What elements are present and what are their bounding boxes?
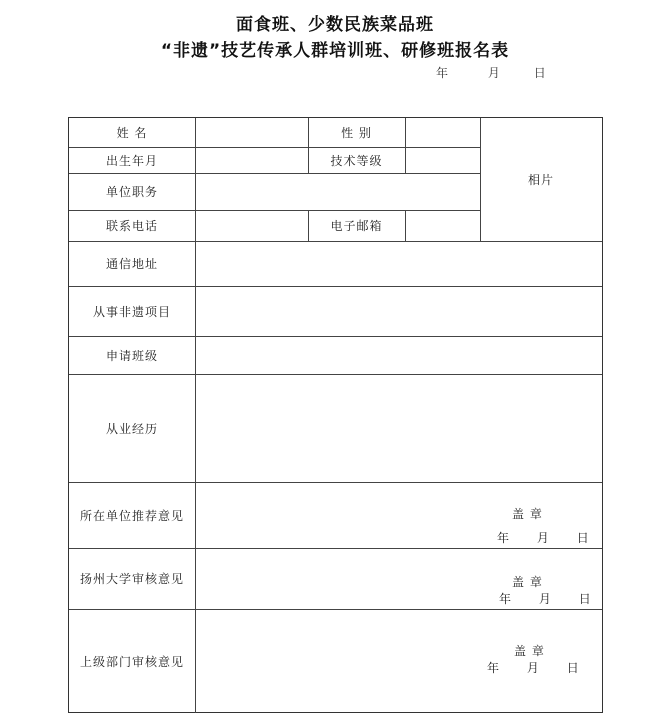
superior-opinion-label: 上级部门审核意见	[79, 654, 184, 669]
address-label: 通信地址	[105, 257, 158, 271]
column-divider	[405, 118, 406, 173]
university-date-day: 日	[578, 592, 592, 606]
university-signature-date	[499, 590, 592, 607]
superior-date-day: 日	[566, 661, 580, 675]
university-seal-label: 盖 章	[512, 575, 543, 589]
email-label: 电子邮箱	[330, 219, 383, 233]
heritage-project-label: 从事非遗项目	[92, 304, 171, 319]
experience-label: 从业经历	[105, 421, 158, 436]
unit-seal-label: 盖 章	[512, 507, 543, 521]
form-title-line1: 面食班、少数民族菜品班	[236, 15, 434, 35]
work-position-label: 单位职务	[105, 185, 158, 199]
superior-signature-date	[487, 659, 580, 676]
column-divider	[195, 118, 196, 713]
superior-date-month: 月	[526, 661, 540, 675]
unit-opinion-label: 所在单位推荐意见	[79, 508, 184, 523]
column-divider	[405, 210, 406, 241]
phone-label: 联系电话	[105, 219, 158, 233]
date-day: 日	[533, 66, 546, 80]
university-date-year: 年	[499, 592, 513, 606]
unit-signature-date	[497, 529, 590, 546]
name-label: 姓 名	[116, 126, 148, 140]
form-title-line2: “非遗”技艺传承人群培训班、研修班报名表	[160, 41, 510, 61]
university-opinion-label: 扬州大学审核意见	[79, 572, 184, 586]
apply-class-label: 申请班级	[105, 348, 158, 363]
gender-label: 性 别	[341, 126, 372, 140]
date-year: 年	[436, 66, 449, 80]
superior-seal-label: 盖 章	[514, 644, 545, 658]
unit-date-day: 日	[576, 531, 590, 545]
date-month: 月	[487, 66, 500, 80]
photo-label: 相片	[527, 173, 554, 187]
header-date	[428, 64, 546, 81]
unit-date-year: 年	[497, 531, 511, 545]
skill-level-label: 技术等级	[330, 153, 383, 168]
university-date-month: 月	[538, 592, 552, 606]
superior-date-year: 年	[487, 661, 501, 675]
registration-form-table	[68, 117, 603, 713]
birth-label: 出生年月	[105, 153, 158, 168]
unit-date-month: 月	[536, 531, 550, 545]
